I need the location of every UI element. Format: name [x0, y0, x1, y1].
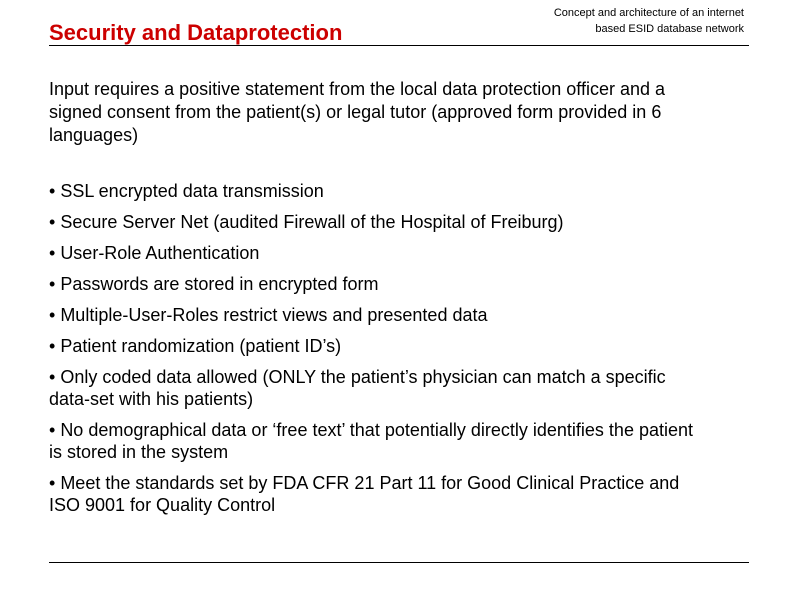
- bullet-text: Secure Server Net (audited Firewall of the Hospital of Freiburg): [60, 212, 564, 232]
- subtitle-line-2: based ESID database network: [595, 23, 744, 35]
- bullet-dot-icon: •: [49, 181, 61, 201]
- footer-divider: [49, 562, 749, 563]
- bullet-item: [49, 419, 699, 463]
- bullet-dot-icon: •: [49, 367, 61, 387]
- bullet-dot-icon: •: [49, 274, 61, 294]
- bullet-dot-icon: •: [49, 420, 61, 440]
- bullet-dot-icon: •: [49, 305, 61, 325]
- bullet-item: [49, 304, 699, 326]
- bullet-text: Multiple-User-Roles restrict views and presented data: [60, 305, 488, 325]
- bullet-text: Meet the standards set by FDA CFR 21 Part 11 for Good Clinical Practice and ISO 9001 for Quality Control: [49, 473, 680, 515]
- slide-title: Security and Dataprotection: [49, 20, 343, 45]
- subtitle-line-1: Concept and architecture of an internet: [553, 7, 744, 19]
- bullet-dot-icon: •: [49, 336, 61, 356]
- header-divider: [49, 45, 749, 46]
- bullet-text: Patient randomization (patient ID’s): [60, 336, 342, 356]
- intro-paragraph: Input requires a positive statement from the local data protection officer and a signed consent from the patient(s) or legal tutor (approved form provided in 6 languages): [49, 79, 666, 145]
- bullet-text: User-Role Authentication: [60, 243, 260, 263]
- bullet-text: Only coded data allowed (ONLY the patient’s physician can match a specific data-set with his patients): [49, 367, 666, 409]
- bullet-item: [49, 180, 699, 202]
- slide-subtitle: [504, 5, 744, 37]
- bullet-list: [49, 180, 699, 525]
- bullet-item: [49, 472, 699, 516]
- bullet-dot-icon: •: [49, 212, 61, 232]
- bullet-text: No demographical data or ‘free text’ that potentially directly identifies the patient is stored in the system: [49, 420, 694, 462]
- bullet-dot-icon: •: [49, 243, 61, 263]
- bullet-item: [49, 242, 699, 264]
- bullet-item: [49, 211, 699, 233]
- bullet-text: Passwords are stored in encrypted form: [60, 274, 379, 294]
- bullet-dot-icon: •: [49, 473, 61, 493]
- bullet-text: SSL encrypted data transmission: [60, 181, 324, 201]
- bullet-item: [49, 335, 699, 357]
- bullet-item: [49, 273, 699, 295]
- bullet-item: [49, 366, 699, 410]
